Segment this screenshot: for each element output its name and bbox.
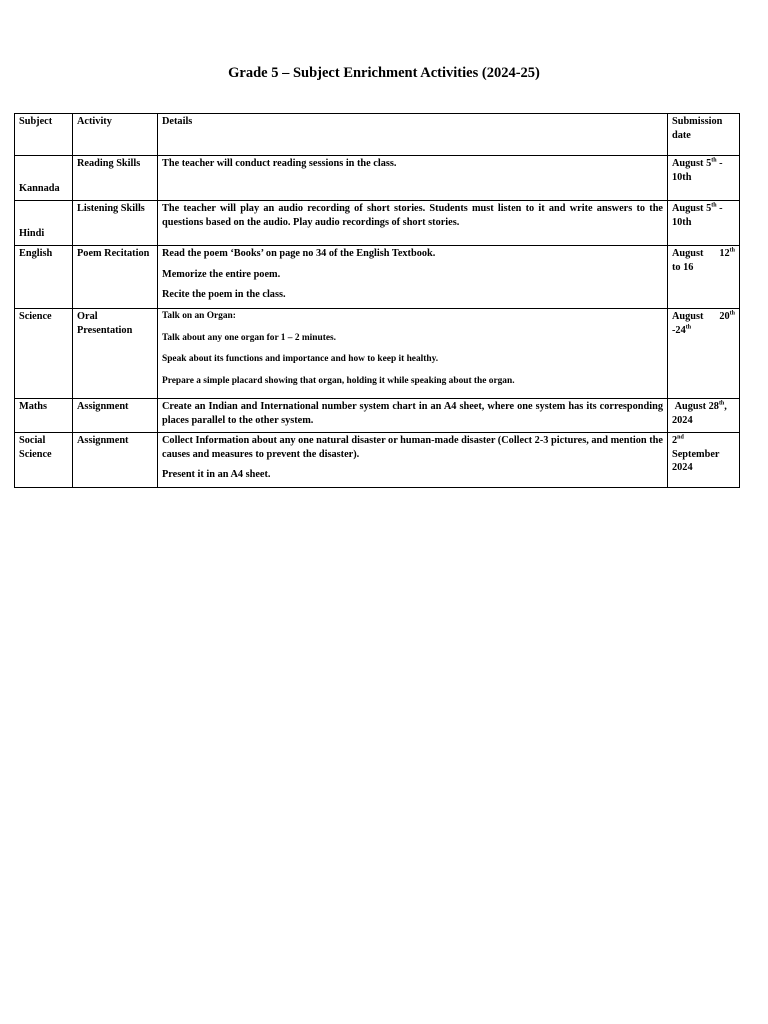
- date-rest: , 2024: [672, 401, 727, 426]
- details-text: The teacher will conduct reading sessions in the class.: [162, 158, 397, 169]
- date-month: August: [672, 203, 704, 214]
- date-day: 2: [672, 435, 678, 446]
- details-text: Create an Indian and International number system chart in an A4 sheet, where one system has its corresponding places parallel to the other system.: [162, 401, 663, 426]
- table-row: [15, 156, 740, 201]
- enrichment-activities-table: [14, 113, 740, 488]
- activity-cell: Listening Skills: [73, 201, 158, 246]
- subject-cell: English: [15, 246, 73, 309]
- details-text: Memorize the entire poem.: [162, 268, 281, 280]
- details-text: Collect Information about any one natural disaster or human-made disaster (Collect 2-3 pictures, and mention the causes and measures to prevent the disaster).: [162, 435, 663, 460]
- details-text: Read the poem ‘Books’ on page no 34 of the English Textbook.: [162, 248, 436, 259]
- activity-cell: Oral Presentation: [73, 309, 158, 399]
- submission-date-cell: [668, 201, 740, 246]
- activity-cell: Assignment: [73, 433, 158, 488]
- date-suffix: th: [729, 247, 735, 254]
- subject-label: Kannada: [19, 182, 60, 194]
- date-month: August: [672, 311, 704, 322]
- details-text: The teacher will play an audio recording of short stories. Students must listen to it and write answers to the questions based on the audio. Play audio recordings of short stories.: [162, 203, 663, 228]
- details-cell: [158, 201, 668, 246]
- details-text: Present it in an A4 sheet.: [162, 469, 271, 480]
- subject-cell: Social Science: [15, 433, 73, 488]
- date-day: 5: [706, 203, 712, 214]
- date-suffix: th: [729, 310, 735, 317]
- header-details: Details: [158, 114, 668, 156]
- date-suffix: th: [718, 400, 725, 407]
- details-text: Talk about any one organ for 1 – 2 minutes.: [162, 332, 336, 343]
- table-header-row: [15, 114, 740, 156]
- date-day: 12: [719, 248, 730, 259]
- details-cell: [158, 433, 668, 488]
- subject-cell: Maths: [15, 399, 73, 433]
- details-cell: [158, 399, 668, 433]
- details-text: Talk on an Organ:: [162, 311, 236, 321]
- details-cell: [158, 156, 668, 201]
- date-day: 20: [719, 311, 730, 322]
- table-row: [15, 309, 740, 399]
- details-text: Speak about its functions and importance and how to keep it healthy.: [162, 354, 439, 364]
- details-text: Prepare a simple placard showing that organ, holding it while speaking about the organ.: [162, 375, 515, 386]
- details-text: Recite the poem in the class.: [162, 289, 286, 300]
- date-month: September: [672, 448, 720, 460]
- subject-cell: Science: [15, 309, 73, 399]
- submission-date-cell: [668, 156, 740, 201]
- submission-date-cell: [668, 399, 740, 433]
- header-submission-date: Submission date: [668, 114, 740, 156]
- table-row: [15, 246, 740, 309]
- activity-cell: Assignment: [73, 399, 158, 433]
- submission-date-cell: [668, 246, 740, 309]
- header-subject: Subject: [15, 114, 73, 156]
- date-rest: -24: [672, 324, 686, 336]
- date-day: 5: [706, 158, 712, 169]
- subject-cell: [15, 156, 73, 201]
- date-rest-suffix: th: [685, 324, 692, 331]
- submission-date-cell: [668, 309, 740, 399]
- date-suffix: th: [711, 202, 717, 209]
- date-suffix: nd: [677, 434, 684, 441]
- date-month: August: [674, 401, 707, 412]
- header-activity: Activity: [73, 114, 158, 156]
- date-rest: - 10th: [672, 158, 723, 183]
- table-row: [15, 433, 740, 488]
- date-month: August: [672, 158, 704, 169]
- submission-date-cell: [668, 433, 740, 488]
- table-row: [15, 201, 740, 246]
- date-rest: to 16: [672, 261, 694, 273]
- date-day: 28: [708, 401, 719, 412]
- date-suffix: th: [711, 157, 717, 164]
- subject-cell: [15, 201, 73, 246]
- subject-label: Hindi: [19, 227, 45, 239]
- page-title: Grade 5 – Subject Enrichment Activities (2024-25): [228, 65, 540, 81]
- date-rest: 2024: [672, 462, 693, 473]
- activity-cell: Poem Recitation: [73, 246, 158, 309]
- details-cell: [158, 246, 668, 309]
- details-cell: [158, 309, 668, 399]
- activity-cell: Reading Skills: [73, 156, 158, 201]
- date-month: August: [672, 248, 704, 259]
- date-rest: - 10th: [672, 203, 723, 228]
- table-row: [15, 399, 740, 433]
